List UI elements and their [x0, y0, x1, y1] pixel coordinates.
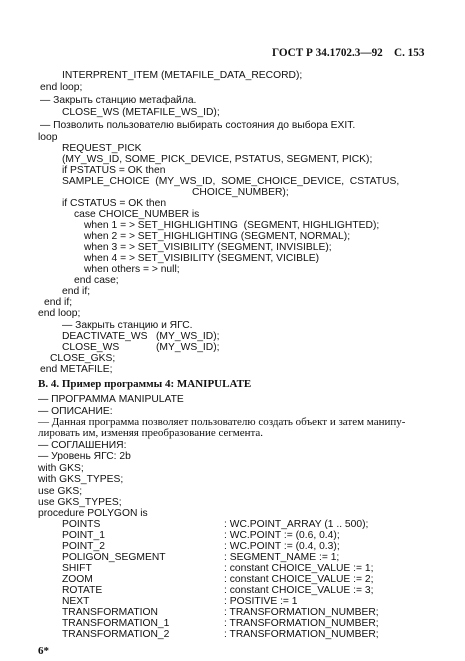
comment-line: — ПРОГРАММА MANIPULATE — [38, 394, 184, 405]
code-line: when 2 = > SET_HIGHLIGHTING (SEGMENT, NORMAL); — [84, 231, 351, 242]
comment-line: — ОПИСАНИЕ: — [38, 406, 113, 417]
declaration-type: : WC.POINT := (0.6, 0.4); — [224, 530, 340, 541]
declaration-type: : WC.POINT_ARRAY (1 .. 500); — [224, 519, 369, 530]
declaration-type: : TRANSFORMATION_NUMBER; — [224, 607, 379, 618]
declaration-name: ROTATE — [62, 585, 103, 596]
code-line: CLOSE_WS — [62, 342, 120, 353]
code-line: REQUEST_PICK — [62, 143, 142, 154]
declaration-name: NEXT — [62, 596, 90, 607]
comment-line: — СОГЛАШЕНИЯ: — [38, 440, 127, 451]
signature-mark: 6* — [38, 645, 49, 657]
code-line: CLOSE_WS (METAFILE_WS_ID); — [62, 107, 220, 118]
declaration-name: SHIFT — [62, 563, 92, 574]
code-line: CLOSE_GKS; — [50, 353, 116, 364]
code-line: end loop; — [38, 308, 81, 319]
page-header — [0, 46, 465, 60]
declaration-name: ZOOM — [62, 574, 93, 585]
code-line: end METAFILE; — [40, 364, 113, 375]
code-line: use GKS_TYPES; — [38, 497, 122, 508]
code-line: case CHOICE_NUMBER is — [74, 209, 200, 220]
comment-line: — Позволить пользователю выбирать состояния до выбора EXIT. — [40, 120, 356, 131]
code-line: end case; — [74, 275, 119, 286]
declaration-type: : constant CHOICE_VALUE := 3; — [224, 585, 374, 596]
code-line: when 1 = > SET_HIGHLIGHTING (SEGMENT, HIGHLIGHTED); — [84, 220, 380, 231]
code-line: if PSTATUS = OK then — [62, 165, 166, 176]
code-line: (MY_WS_ID, SOME_PICK_DEVICE, PSTATUS, SEGMENT, PICK); — [62, 154, 373, 165]
code-line: with GKS; — [38, 463, 84, 474]
section-heading: В. 4. Пример программы 4: MANIPULATE — [38, 378, 252, 390]
declaration-type: : SEGMENT_NAME := 1; — [224, 552, 340, 563]
declaration-type: : constant CHOICE_VALUE := 1; — [224, 563, 374, 574]
code-line: INTERPRENT_ITEM (METAFILE_DATA_RECORD); — [62, 70, 303, 81]
code-line: when 3 = > SET_VISIBILITY (SEGMENT, INVISIBLE); — [84, 242, 332, 253]
declaration-type: : TRANSFORMATION_NUMBER; — [224, 629, 379, 640]
declaration-type: : POSITIVE := 1 — [224, 596, 298, 607]
declaration-type: : constant CHOICE_VALUE := 2; — [224, 574, 374, 585]
code-line: (MY_WS_ID); — [156, 331, 220, 342]
declaration-name: TRANSFORMATION — [62, 607, 158, 618]
declaration-name: POINT_1 — [62, 530, 105, 541]
comment-line: — Уровень ЯГС: 2b — [38, 451, 131, 462]
code-line: loop — [38, 132, 58, 143]
code-line: (MY_WS_ID); — [156, 342, 220, 353]
declaration-name: POLIGON_SEGMENT — [62, 552, 166, 563]
code-line: if CSTATUS = OK then — [62, 198, 167, 209]
code-line: CHOICE_NUMBER); — [192, 187, 289, 198]
code-line: end if; — [44, 297, 73, 308]
declaration-name: POINT_2 — [62, 541, 105, 552]
description-text: — Данная программа позволяет пользователю создать объект и затем манипу- — [38, 416, 406, 428]
comment-line: — Закрыть станцию и ЯГС. — [62, 320, 193, 331]
page-number: С. 153 — [394, 47, 425, 59]
description-text: лировать им, изменяя преобразование сегмента. — [38, 427, 264, 439]
declaration-name: POINTS — [62, 519, 101, 530]
code-line: with GKS_TYPES; — [38, 474, 124, 485]
comment-line: — Закрыть станцию метафайла. — [40, 95, 197, 106]
declaration-type: : TRANSFORMATION_NUMBER; — [224, 618, 379, 629]
declaration-name: TRANSFORMATION_1 — [62, 618, 170, 629]
code-line: use GKS; — [38, 486, 83, 497]
code-line: end if; — [62, 286, 91, 297]
code-line: SAMPLE_CHOICE (MY_WS_ID, SOME_CHOICE_DEVICE, CSTATUS, — [62, 176, 400, 187]
code-line: when 4 = > SET_VISIBILITY (SEGMENT, VICIBLE) — [84, 253, 320, 264]
declaration-type: : WC.POINT := (0.4, 0.3); — [224, 541, 340, 552]
code-line: procedure POLYGON is — [38, 508, 148, 519]
standard-number: ГОСТ Р 34.1702.3—92 — [272, 47, 383, 59]
declaration-name: TRANSFORMATION_2 — [62, 629, 170, 640]
code-line: when others = > null; — [84, 264, 180, 275]
code-line: end loop; — [40, 82, 83, 93]
code-line: DEACTIVATE_WS — [62, 331, 148, 342]
